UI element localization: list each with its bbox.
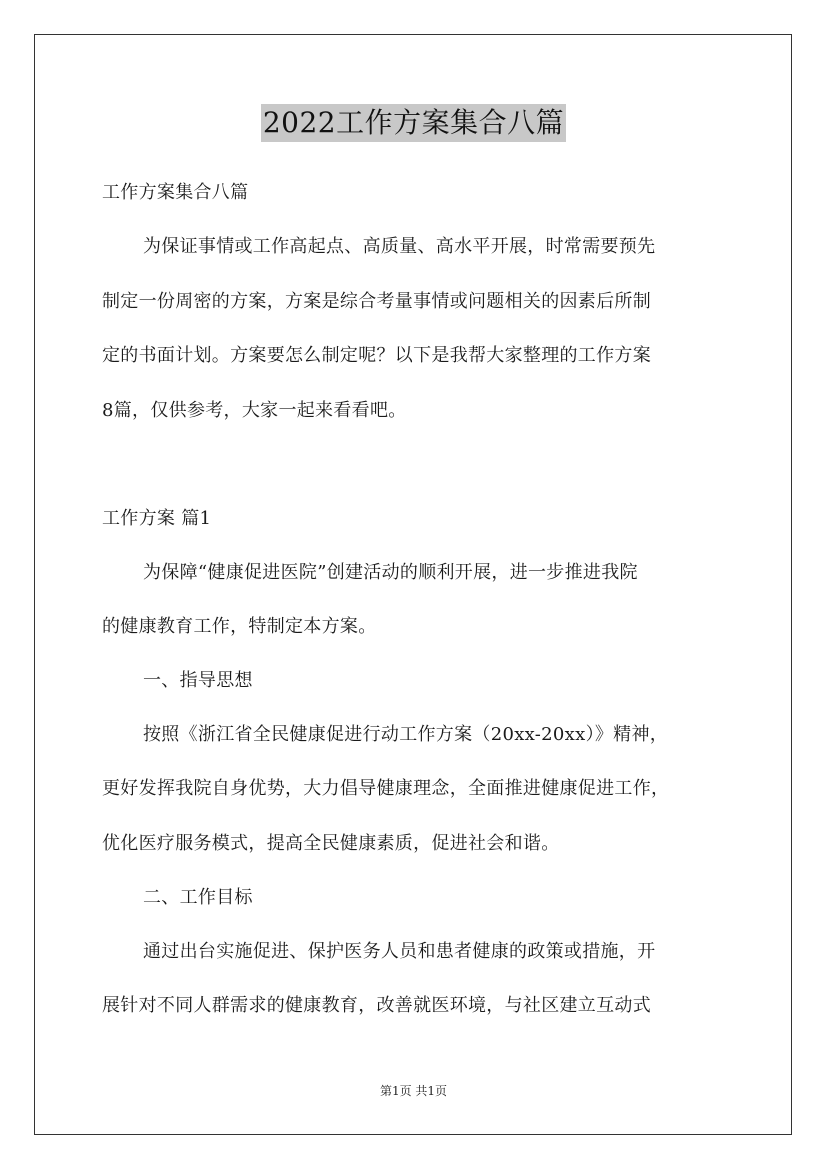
subtitle: 工作方案集合八篇 <box>102 182 249 203</box>
intro-line-1: 为保证事情或工作高起点、高质量、高水平开展，时常需要预先 <box>143 236 656 257</box>
goals-line-2: 展针对不同人群需求的健康教育，改善就医环境，与社区建立互动式 <box>102 995 651 1016</box>
intro-line-4: 8篇，仅供参考，大家一起来看看吧。 <box>102 400 407 421</box>
heading-goals: 二、工作目标 <box>143 887 253 908</box>
title-container <box>0 104 827 142</box>
goals-line-1: 通过出台实施促进、保护医务人员和患者健康的政策或措施，开 <box>143 941 656 962</box>
guiding-line-2: 更好发挥我院自身优势，大力倡导健康理念，全面推进健康促进工作， <box>102 778 670 799</box>
intro-line-2: 制定一份周密的方案，方案是综合考量事情或问题相关的因素后所制 <box>102 291 651 312</box>
intro-line-3: 定的书面计划。方案要怎么制定呢？以下是我帮大家整理的工作方案 <box>102 345 651 366</box>
document-title: 2022工作方案集合八篇 <box>261 104 566 142</box>
page-footer: 第1页 共1页 <box>379 1084 448 1098</box>
section1-line-1: 为保障“健康促进医院”创建活动的顺利开展，进一步推进我院 <box>143 562 638 583</box>
guiding-line-3: 优化医疗服务模式，提高全民健康素质，促进社会和谐。 <box>102 833 560 854</box>
section1-heading: 工作方案 篇1 <box>102 508 212 529</box>
guiding-line-1: 按照《浙江省全民健康促进行动工作方案（20xx-20xx）》精神， <box>143 724 669 745</box>
heading-guiding: 一、指导思想 <box>143 670 253 691</box>
section1-line-2: 的健康教育工作，特制定本方案。 <box>102 616 377 637</box>
